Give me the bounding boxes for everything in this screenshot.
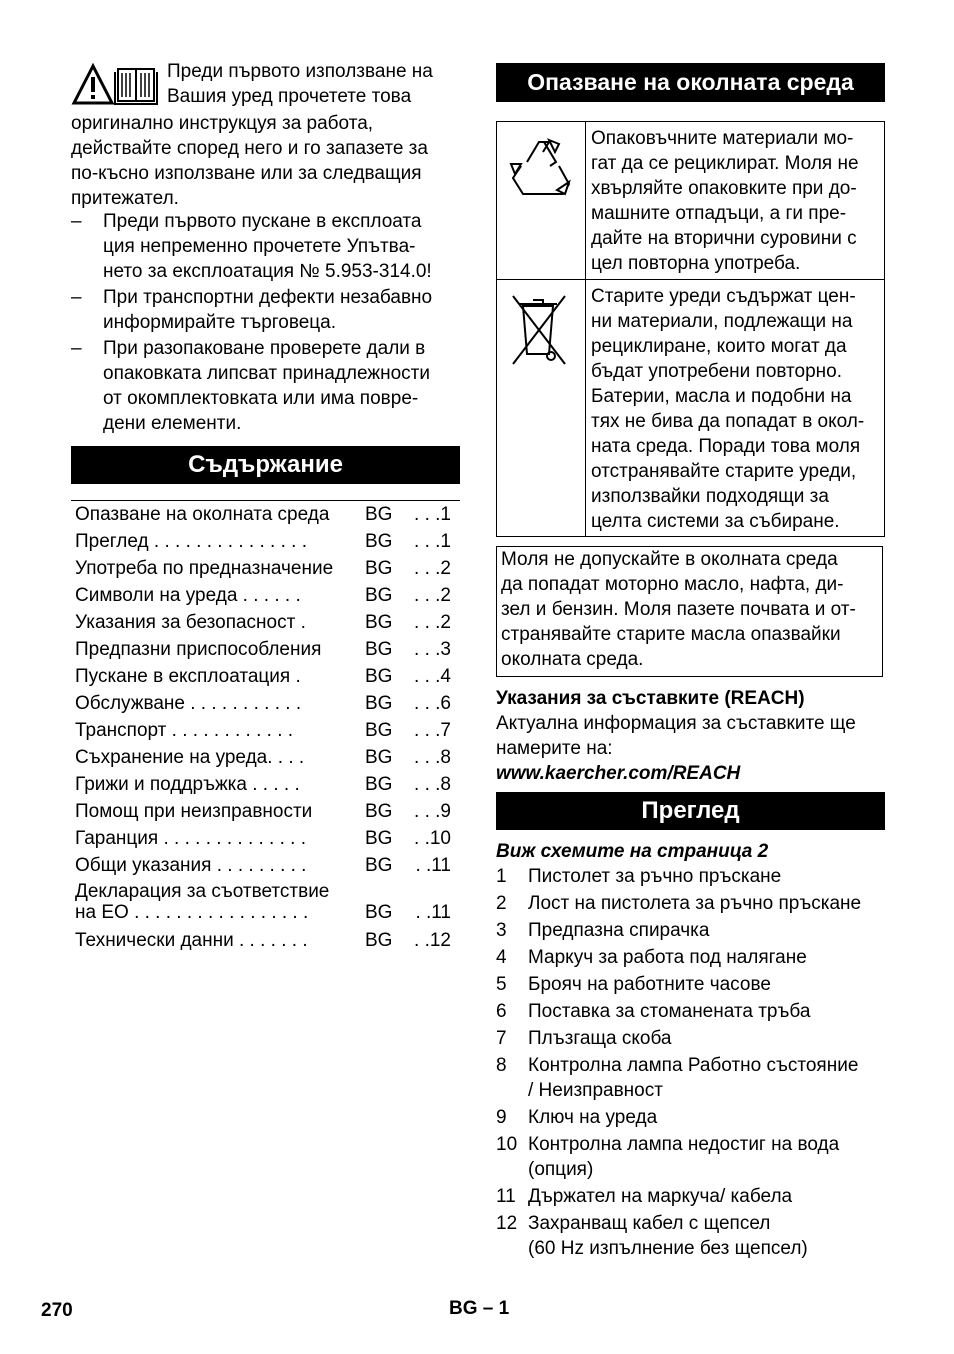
toc-page: . . .8 <box>414 774 451 795</box>
toc-title: Преглед . . . . . . . . . . . . . . . <box>75 531 307 552</box>
toc-title: Общи указания . . . . . . . . . <box>75 855 307 876</box>
env-line: Опаковъчните материали мо- <box>591 128 854 149</box>
environment-text-cell <box>586 280 885 537</box>
part-label: Маркуч за работа под налягане <box>528 947 807 968</box>
toc-lang: BG <box>365 930 393 951</box>
part-item <box>496 945 885 970</box>
part-number: 8 <box>496 1055 507 1076</box>
env-line: цел повторна употреба. <box>591 253 801 274</box>
toc-row[interactable] <box>71 825 460 852</box>
dash-line: Преди първото пускане в експлоата <box>103 211 422 232</box>
env-line: Батерии, масла и подобни на <box>591 386 852 407</box>
part-number: 6 <box>496 1001 507 1022</box>
part-number: 7 <box>496 1028 507 1049</box>
toc-title: Обслужване . . . . . . . . . . . <box>75 693 302 714</box>
env-line: машните отпадъци, а ги пре- <box>591 203 847 224</box>
overview-heading: Преглед <box>496 792 885 830</box>
oil-notice-line: Моля не допускайте в околната среда <box>501 549 838 570</box>
environment-text-cell <box>586 122 885 280</box>
toc-row[interactable] <box>71 744 460 771</box>
toc-page: . . .9 <box>414 801 451 822</box>
environment-table <box>496 121 885 537</box>
toc-title: Грижи и поддръжка . . . . . <box>75 774 300 795</box>
dash-line: информирайте търговеца. <box>103 312 337 333</box>
part-label: (60 Hz изпълнение без щепсел) <box>528 1238 808 1259</box>
page-number: 270 <box>41 1300 73 1321</box>
part-label: Брояч на работните часове <box>528 974 771 995</box>
toc-lang: BG <box>365 612 393 633</box>
toc-lang: BG <box>365 531 393 552</box>
toc-page: . .11 <box>415 902 451 923</box>
dash-line: дени елементи. <box>103 413 242 434</box>
toc-page: . . .6 <box>414 693 451 714</box>
warning-line: по-късно използване или за следващия <box>71 163 422 184</box>
toc-row[interactable] <box>71 582 460 609</box>
part-item <box>496 1026 885 1051</box>
oil-notice-line: странявайте старите масла опазвайки <box>501 624 841 645</box>
toc-page: . . .7 <box>414 720 451 741</box>
part-label: Контролна лампа недостиг на вода <box>528 1134 840 1155</box>
oil-notice-line: зел и бензин. Моля пазете почвата и от- <box>501 599 856 620</box>
toc-title: Декларация за съответствие <box>75 881 330 902</box>
env-line: хвърляйте опаковките при до- <box>591 178 857 199</box>
env-line: Старите уреди съдържат цен- <box>591 286 856 307</box>
dash-bullet: – <box>71 287 82 308</box>
toc-row[interactable] <box>71 927 460 954</box>
toc-title: Употреба по предназначение <box>75 558 334 579</box>
part-label: Захранващ кабел с щепсел <box>528 1213 771 1234</box>
environment-row <box>497 280 885 537</box>
toc-lang: BG <box>365 801 393 822</box>
part-number: 12 <box>496 1213 518 1234</box>
dash-bullet: – <box>71 338 82 359</box>
toc-lang: BG <box>365 585 393 606</box>
table-of-contents <box>71 500 460 954</box>
env-line: тях не бива да попадат в окол- <box>591 411 865 432</box>
warning-line: действайте според него и го запазете за <box>71 138 428 159</box>
part-item <box>496 1211 885 1261</box>
dash-line: ция непременно прочетете Упътва- <box>103 236 416 257</box>
dash-item <box>71 209 460 284</box>
toc-row[interactable] <box>71 771 460 798</box>
toc-lang: BG <box>365 558 393 579</box>
toc-page: . .10 <box>414 828 451 849</box>
part-number: 3 <box>496 920 507 941</box>
reach-link[interactable]: www.kaercher.com/REACH <box>496 763 741 784</box>
toc-row[interactable] <box>71 636 460 663</box>
part-number: 9 <box>496 1107 507 1128</box>
warning-line: Преди първото използване на <box>167 61 433 82</box>
part-item <box>496 1132 885 1182</box>
part-item <box>496 972 885 997</box>
toc-page: . . .3 <box>414 639 451 660</box>
toc-lang: BG <box>365 720 393 741</box>
part-item <box>496 864 885 889</box>
parts-list <box>496 839 885 1261</box>
part-item <box>496 1105 885 1130</box>
env-line: рециклиране, които могат да <box>591 336 847 357</box>
env-line: използвайки подходящи за <box>591 486 829 507</box>
toc-row[interactable] <box>71 852 460 879</box>
warning-icons <box>71 63 161 111</box>
toc-lang: BG <box>365 855 393 876</box>
part-number: 11 <box>496 1186 516 1207</box>
part-label: (опция) <box>528 1159 594 1180</box>
part-item <box>496 1053 885 1103</box>
environment-heading: Опазване на околната среда <box>496 63 885 102</box>
dash-line: нето за експлоатация № 5.953-314.0! <box>103 261 432 282</box>
toc-title: Символи на уреда . . . . . . <box>75 585 301 606</box>
warning-line: притежател. <box>71 188 179 209</box>
language-page-number: BG – 1 <box>449 1298 510 1319</box>
toc-lang: BG <box>365 504 393 525</box>
part-item <box>496 891 885 916</box>
toc-row[interactable] <box>71 717 460 744</box>
toc-title: Предпазни приспособления <box>75 639 322 660</box>
part-item <box>496 999 885 1024</box>
dash-bullet: – <box>71 211 82 232</box>
part-label: Пистолет за ръчно пръскане <box>528 866 782 887</box>
toc-row[interactable] <box>71 528 460 555</box>
part-item <box>496 918 885 943</box>
part-number: 5 <box>496 974 507 995</box>
oil-notice-line: да попадат моторно масло, нафта, ди- <box>501 574 844 595</box>
toc-row[interactable] <box>71 609 460 636</box>
toc-title: Съхранение на уреда. . . . <box>75 747 305 768</box>
toc-title: Гаранция . . . . . . . . . . . . . . <box>75 828 307 849</box>
toc-row[interactable] <box>71 501 460 528</box>
warning-intro <box>71 59 460 211</box>
oil-notice-box <box>496 546 883 677</box>
part-label: Ключ на уреда <box>528 1107 658 1128</box>
toc-lang: BG <box>365 828 393 849</box>
toc-title: Транспорт . . . . . . . . . . . . <box>75 720 294 741</box>
dash-line: от окомплектовката или има повре- <box>103 388 419 409</box>
oil-notice-line: околната среда. <box>501 649 644 670</box>
toc-lang: BG <box>365 666 393 687</box>
toc-page: . . .2 <box>414 558 451 579</box>
dash-item <box>71 336 460 436</box>
toc-lang: BG <box>365 774 393 795</box>
part-label: Контролна лампа Работно състояние <box>528 1055 859 1076</box>
toc-title: Пускане в експлоатация . <box>75 666 301 687</box>
toc-lang: BG <box>365 747 393 768</box>
dash-item <box>71 285 460 335</box>
dash-line: При транспортни дефекти незабавно <box>103 287 433 308</box>
warning-line: оригинално инструкцуя за работа, <box>71 113 374 134</box>
reach-line: Актуална информация за съставките ще <box>496 713 856 734</box>
toc-title: Технически данни . . . . . . . <box>75 930 308 951</box>
part-item <box>496 1184 885 1209</box>
part-number: 1 <box>496 866 507 887</box>
toc-page: . . .2 <box>414 612 451 633</box>
toc-row[interactable] <box>71 798 460 825</box>
dash-line: опаковката липсват принадлежности <box>103 363 430 384</box>
toc-row[interactable] <box>71 690 460 717</box>
env-line: ната среда. Поради това моля <box>591 436 861 457</box>
toc-page: . . .8 <box>414 747 451 768</box>
dash-line: При разопаковане проверете дали в <box>103 338 426 359</box>
toc-page: . .11 <box>415 855 451 876</box>
toc-row[interactable] <box>71 663 460 690</box>
crossed-bin-icon <box>497 280 585 370</box>
part-label: / Неизправност <box>528 1080 663 1101</box>
toc-title: Помощ при неизправности <box>75 801 313 822</box>
env-line: гат да се рециклират. Моля не <box>591 153 859 174</box>
part-number: 2 <box>496 893 507 914</box>
toc-title: Указания за безопасност . <box>75 612 306 633</box>
environment-icon-cell <box>497 122 586 280</box>
environment-icon-cell <box>497 280 586 537</box>
reach-title: Указания за съставките (REACH) <box>496 688 805 709</box>
part-label: Лост на пистолета за ръчно пръскане <box>528 893 862 914</box>
reach-line: намерите на: <box>496 738 613 759</box>
toc-lang: BG <box>365 902 393 923</box>
environment-row <box>497 122 885 280</box>
contents-heading: Съдържание <box>71 446 460 484</box>
toc-row[interactable] <box>71 879 460 927</box>
toc-row[interactable] <box>71 555 460 582</box>
toc-page: . . .1 <box>414 504 451 525</box>
part-label: Предпазна спирачка <box>528 920 710 941</box>
toc-page: . . .2 <box>414 585 451 606</box>
env-line: дайте на вторични суровини с <box>591 228 857 249</box>
toc-title: Опазване на околната среда <box>75 504 330 525</box>
part-number: 4 <box>496 947 507 968</box>
toc-title-continued: на ЕО . . . . . . . . . . . . . . . . . <box>75 902 309 923</box>
overview-reference: Виж схемите на страница 2 <box>496 841 769 862</box>
part-number: 10 <box>496 1134 518 1155</box>
toc-page: . . .4 <box>414 666 451 687</box>
env-line: отстранявайте старите уреди, <box>591 461 857 482</box>
toc-lang: BG <box>365 693 393 714</box>
reach-section <box>496 686 885 786</box>
part-label: Държател на маркуча/ кабела <box>528 1186 793 1207</box>
toc-page: . . .1 <box>414 531 451 552</box>
toc-page: . .12 <box>414 930 451 951</box>
toc-lang: BG <box>365 639 393 660</box>
warning-line: Вашия уред прочетете това <box>167 86 412 107</box>
env-line: бъдат употребени повторно. <box>591 361 843 382</box>
warning-triangle-manual-icon <box>71 63 161 107</box>
env-line: целта системи за събиране. <box>591 511 840 532</box>
recycle-icon <box>497 122 585 272</box>
part-label: Поставка за стоманената тръба <box>528 1001 811 1022</box>
env-line: ни материали, подлежащи на <box>591 311 853 332</box>
warning-dash-list <box>71 209 460 436</box>
part-label: Плъзгаща скоба <box>528 1028 672 1049</box>
